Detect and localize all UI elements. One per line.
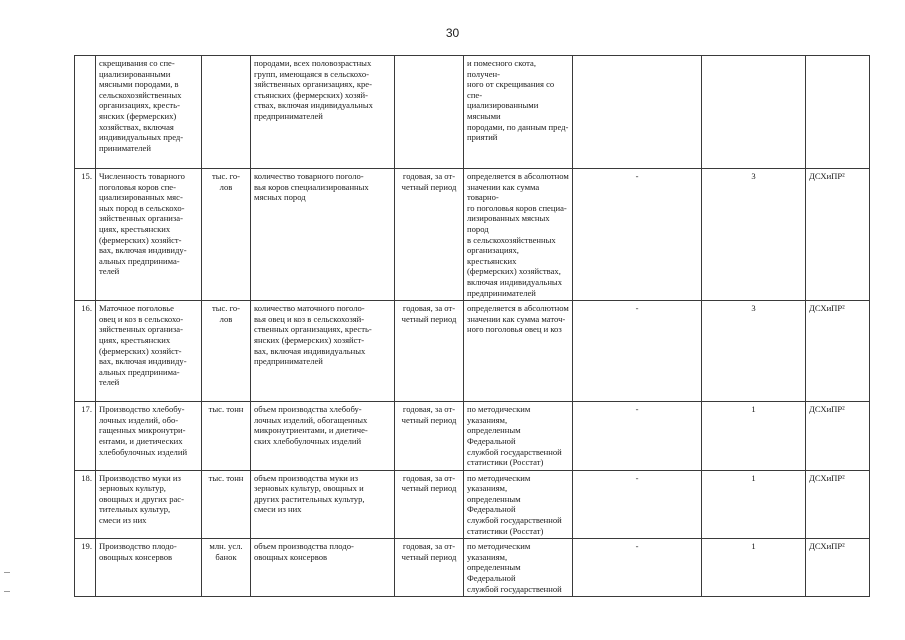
calculation-method: определяется в абсолютном значении как сумма товарно- го поголовья коров специа- лизированных мясных пород в сельскохозяйственных организациях, крестьянских (фермерских) хозяйствах, включая индивидуальных предпринимателей (464, 169, 573, 301)
target-value: 1 (702, 402, 806, 471)
row-number: 19. (75, 539, 96, 597)
responsible-source: ДСХиПР² (806, 539, 870, 597)
target-value: 1 (702, 539, 806, 597)
indicator-name: скрещивания со спе- циализированными мясными породами, в сельскохозяйственных организациях, кресть- янских (фермерских) хозяйствах, включая индивидуальных пред- принимателей (96, 56, 202, 169)
table-row (75, 470, 870, 539)
indicator-name: Производство муки из зерновых культур, овощных и других рас- тительных культур, смеси из них (96, 470, 202, 539)
unit-of-measure (202, 56, 251, 169)
responsible-source: ДСХиПР² (806, 470, 870, 539)
responsible-source (806, 56, 870, 169)
unit-of-measure: тыс. тонн (202, 402, 251, 471)
table-row (75, 301, 870, 402)
unit-of-measure: млн. усл. банок (202, 539, 251, 597)
indicator-name: Маточное поголовье овец и коз в сельскохо- зяйственных организа- циях, крестьянских (фермерских) хозяйст- вах, включая индивиду- альных предпринима- телей (96, 301, 202, 402)
indicator-definition: объем производства муки из зерновых культур, овощных и других растительных культур, смеси из них (251, 470, 395, 539)
base-value: - (573, 402, 702, 471)
indicator-name: Производство плодо- овощных консервов (96, 539, 202, 597)
periodicity: годовая, за от- четный период (395, 169, 464, 301)
indicator-definition: объем производства плодо- овощных консервов (251, 539, 395, 597)
target-value: 3 (702, 169, 806, 301)
calculation-method: по методическим указаниям, определенным Федеральной службой государственной статистики (Росстат) (464, 470, 573, 539)
base-value: - (573, 470, 702, 539)
indicator-definition: количество маточного поголо- вья овец и коз в сельскохозяй- ственных организациях, кресть- янских (фермерских) хозяйст- вах, включая индивидуальных предпринимателей (251, 301, 395, 402)
periodicity: годовая, за от- четный период (395, 301, 464, 402)
periodicity (395, 56, 464, 169)
base-value (573, 56, 702, 169)
indicators-table (74, 55, 870, 597)
table-row (75, 56, 870, 169)
row-number: 16. (75, 301, 96, 402)
responsible-source: ДСХиПР² (806, 169, 870, 301)
calculation-method: определяется в абсолютном значении как сумма маточ- ного поголовья овец и коз (464, 301, 573, 402)
target-value: 3 (702, 301, 806, 402)
table-row (75, 169, 870, 301)
row-number: 17. (75, 402, 96, 471)
periodicity: годовая, за от- четный период (395, 470, 464, 539)
table-row (75, 402, 870, 471)
periodicity: годовая, за от- четный период (395, 539, 464, 597)
base-value: - (573, 301, 702, 402)
base-value: - (573, 169, 702, 301)
indicator-definition: количество товарного поголо- вья коров специализированных мясных пород (251, 169, 395, 301)
scan-mark (4, 591, 10, 592)
target-value (702, 56, 806, 169)
table-row (75, 539, 870, 597)
indicator-definition: породами, всех половозрастных групп, имеющаяся в сельскохо- зяйственных организациях, кре- стьянских (фермерских) хозяй- ствах, включая индивидуальных предпринимателей (251, 56, 395, 169)
scan-mark (4, 572, 10, 573)
unit-of-measure: тыс. тонн (202, 470, 251, 539)
unit-of-measure: тыс. го- лов (202, 169, 251, 301)
base-value: - (573, 539, 702, 597)
row-number: 15. (75, 169, 96, 301)
page-number: 30 (445, 26, 460, 40)
calculation-method: и помесного скота, получен- ного от скрещивания со спе- циализированными мясными породами, по данным пред- приятий (464, 56, 573, 169)
periodicity: годовая, за от- четный период (395, 402, 464, 471)
indicator-name: Производство хлебобу- лочных изделий, обо- гащенных микронутри- ентами, и диетических хлебобулочных изделий (96, 402, 202, 471)
calculation-method: по методическим указаниям, определенным Федеральной службой государственной статистики (Росстат) (464, 402, 573, 471)
responsible-source: ДСХиПР² (806, 402, 870, 471)
target-value: 1 (702, 470, 806, 539)
unit-of-measure: тыс. го- лов (202, 301, 251, 402)
row-number (75, 56, 96, 169)
indicator-definition: объем производства хлебобу- лочных изделий, обогащенных микронутриентами, и диетиче- ских хлебобулочных изделий (251, 402, 395, 471)
responsible-source: ДСХиПР² (806, 301, 870, 402)
row-number: 18. (75, 470, 96, 539)
indicator-name: Численность товарного поголовья коров спе- циализированных мяс- ных пород в сельскохо- зяйственных организа- циях, крестьянских (фермерских) хозяйст- вах, включая индивиду- альных предпринима- телей (96, 169, 202, 301)
calculation-method: по методическим указаниям, определенным Федеральной службой государственной (464, 539, 573, 597)
